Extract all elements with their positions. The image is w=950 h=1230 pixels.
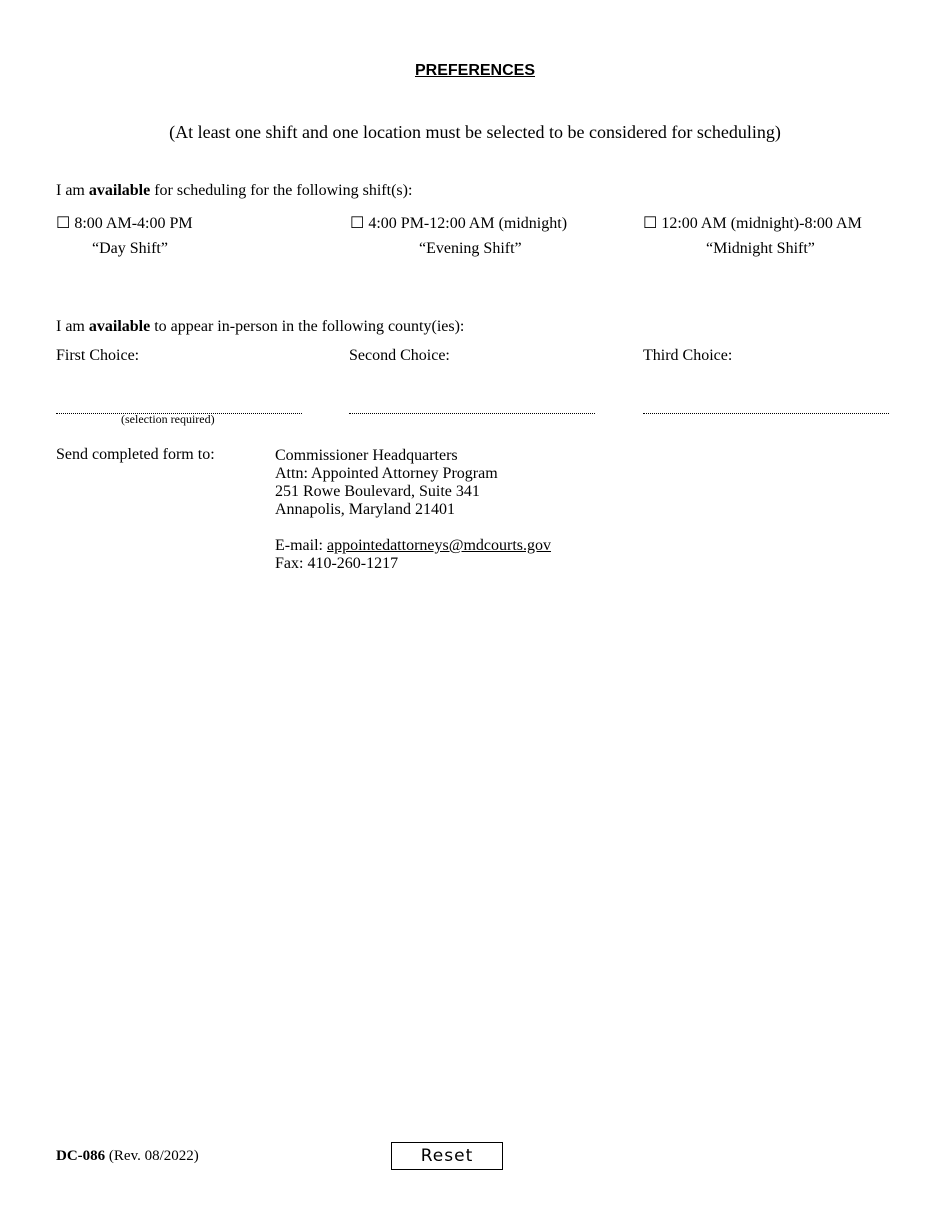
address-line: Commissioner Headquarters bbox=[275, 447, 458, 464]
shift-availability-prompt: I am available for scheduling for the following shift(s): bbox=[56, 182, 413, 199]
day-shift-option[interactable] bbox=[56, 213, 193, 233]
fax-line: Fax: 410-260-1217 bbox=[275, 555, 399, 572]
address-line: Attn: Appointed Attorney Program bbox=[275, 465, 498, 482]
first-choice-county-field[interactable] bbox=[56, 391, 302, 414]
checkbox-icon[interactable]: ☐ bbox=[350, 215, 365, 232]
third-choice-county-field[interactable] bbox=[643, 391, 889, 414]
address-line: Annapolis, Maryland 21401 bbox=[275, 501, 455, 518]
form-revision: DC-086 (Rev. 08/2022) bbox=[56, 1148, 199, 1164]
reset-button[interactable]: Reset bbox=[391, 1142, 503, 1170]
evening-shift-time: 4:00 PM-12:00 AM (midnight) bbox=[368, 215, 568, 232]
day-shift-time: 8:00 AM-4:00 PM bbox=[74, 215, 193, 232]
selection-instructions: (At least one shift and one location must be selected to be considered for scheduling) bbox=[169, 122, 781, 142]
second-choice-county-field[interactable] bbox=[349, 391, 595, 414]
address-line: 251 Rowe Boulevard, Suite 341 bbox=[275, 483, 480, 500]
county-availability-prompt: I am available to appear in-person in the following county(ies): bbox=[56, 318, 465, 335]
evening-shift-option[interactable] bbox=[350, 213, 567, 233]
day-shift-name: “Day Shift” bbox=[92, 240, 168, 257]
checkbox-icon[interactable]: ☐ bbox=[56, 215, 71, 232]
first-choice-label: First Choice: bbox=[56, 347, 140, 364]
page-title: PREFERENCES bbox=[414, 62, 536, 79]
send-to-label: Send completed form to: bbox=[56, 446, 215, 463]
midnight-shift-option[interactable] bbox=[643, 213, 862, 233]
email-link[interactable]: appointedattorneys@mdcourts.gov bbox=[326, 537, 552, 554]
mailing-address bbox=[275, 447, 498, 519]
checkbox-icon[interactable]: ☐ bbox=[643, 215, 658, 232]
evening-shift-name: “Evening Shift” bbox=[419, 240, 522, 257]
midnight-shift-name: “Midnight Shift” bbox=[706, 240, 815, 257]
selection-required-note: (selection required) bbox=[121, 412, 215, 426]
midnight-shift-time: 12:00 AM (midnight)-8:00 AM bbox=[661, 215, 862, 232]
second-choice-label: Second Choice: bbox=[349, 347, 450, 364]
email-line: E-mail: appointedattorneys@mdcourts.gov bbox=[275, 537, 552, 554]
third-choice-label: Third Choice: bbox=[643, 347, 733, 364]
